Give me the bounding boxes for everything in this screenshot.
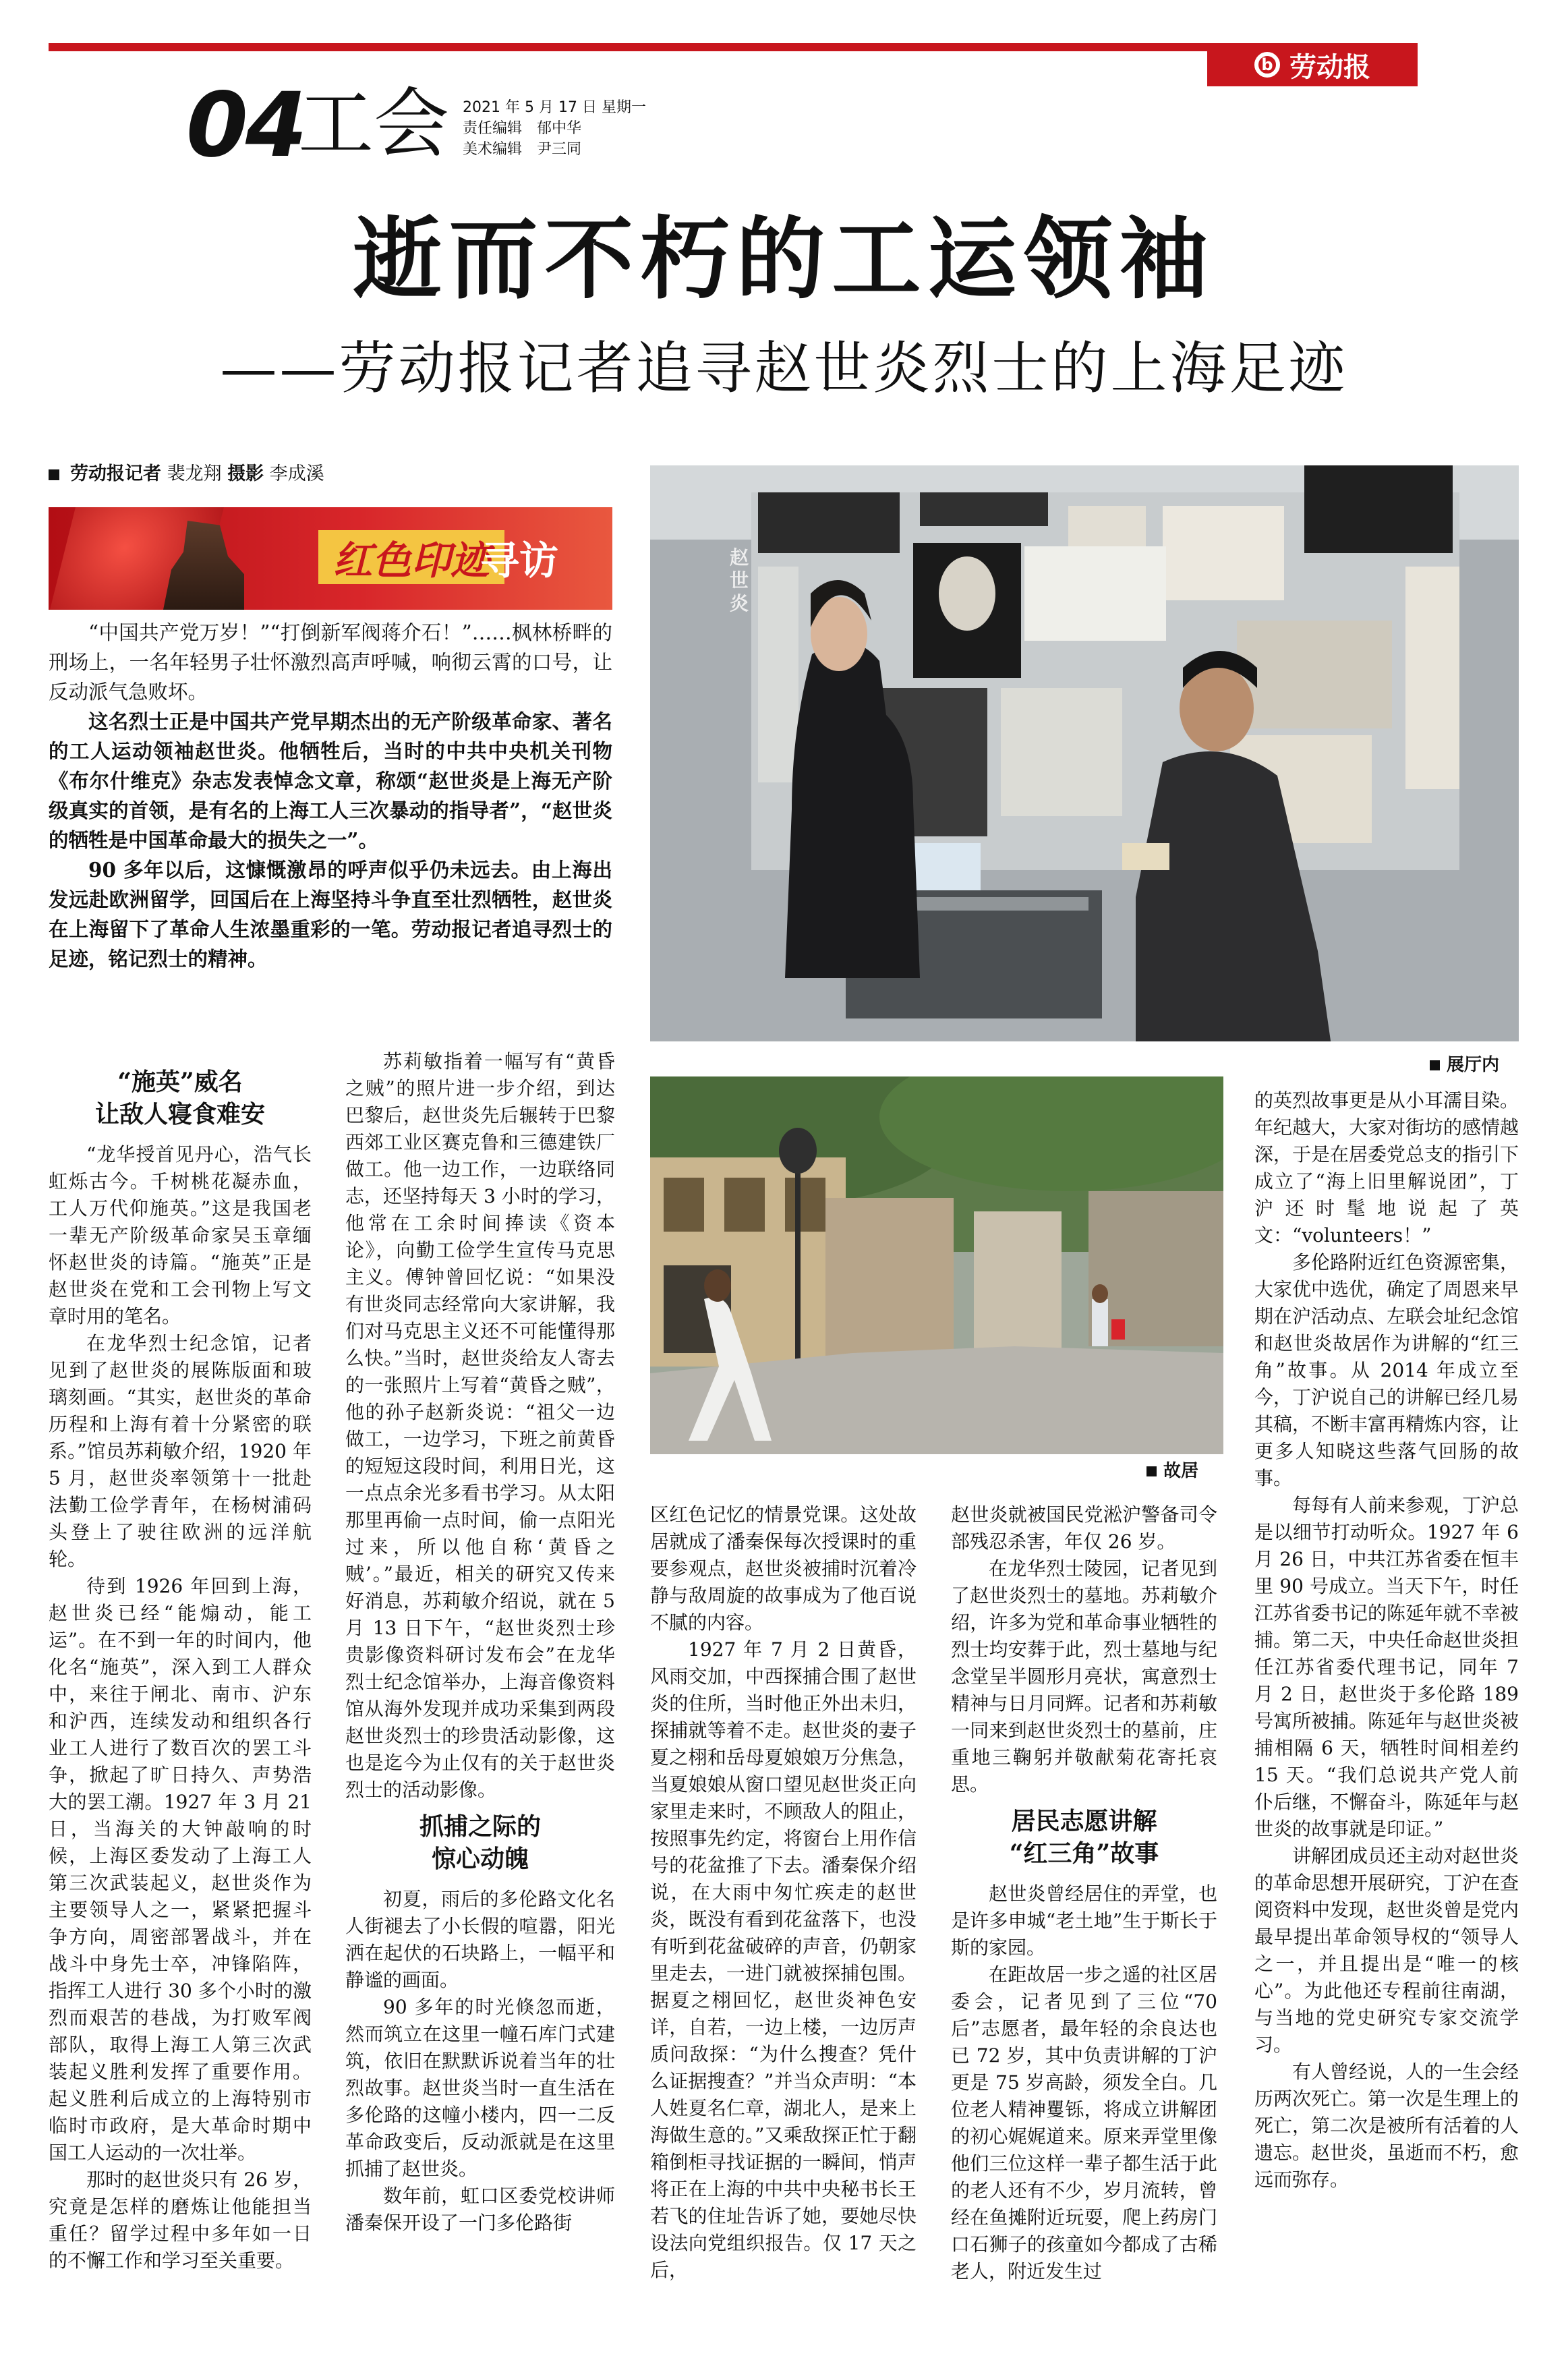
exhibition-hall-photo — [650, 465, 1519, 1041]
section-heading-line: 居民志愿讲解 — [1011, 1807, 1157, 1835]
art-editor-line: 美术编辑 尹三同 — [463, 141, 582, 158]
body-paragraph: 每每有人前来参观，丁沪总是以细节打动听众。1927 年 6 月 26 日，中共江苏省委在恒丰里 90 号成立。当天下午，时任江苏省委书记的陈延年就不幸被捕。第二天，中央任命赵世炎担任江苏省委代理书记，同年 7 月 2 日，赵世炎于多伦路 189 号寓所被捕。陈延年与赵世炎被捕相隔 6 天，牺牲时间相差约 15 天。“我们总说共产党人前仆后继，不懈奋斗，陈延年与赵世炎的故事就是印证。” — [1254, 1494, 1519, 1840]
body-paragraph: 90 多年的时光倏忽而逝，然而筑立在这里一幢石库门式建筑，依旧在默默诉说着当年的壮烈故事。赵世炎当时一直生活在多伦路的这幢小楼内，四一二反革命政变后，反动派就是在这里抓捕了赵世炎。 — [345, 1996, 615, 2180]
body-paragraph: 那时的赵世炎只有 26 岁，究竟是怎样的磨炼让他能担当重任？留学过程中多年如一日的不懈工作和学习至关重要。 — [49, 2168, 312, 2272]
body-paragraph: 苏莉敏指着一幅写有“黄昏之贼”的照片进一步介绍，到达巴黎后，赵世炎先后辗转于巴黎西郊工业区赛克鲁和三德建铁厂做工。他一边工作，一边联络同志，还坚持每天 3 小时的学习，他常在工余时间捧读《资本论》，向勤工俭学生宣传马克思主义。傅钟曾回忆说：“如果没有世炎同志经常向大家讲解，我们对马克思主义还不可能懂得那么快。”当时，赵世炎给友人寄去的一张照片上写着“黄昏之贼”，他的孙子赵新炎说：“祖父一边做工，一边学习，下班之前黄昏的短短这段时间，利用日光，这一点点余光多看书学习。从太阳那里再偷一点时间，偷一点阳光过来，所以他自称‘黄昏之贼’。”最近，相关的研究又传来好消息，苏莉敏介绍说，就在 5 月 13 日下午，“赵世炎烈士珍贵影像资料研讨发布会”在龙华烈士纪念馆举办，上海音像资料馆从海外发现并成功采集到两段赵世炎烈士的珍贵活动影像，这也是迄今为止仅有的关于赵世炎烈士的活动影像。 — [345, 1050, 615, 1801]
photo-label: 摄影 — [227, 463, 264, 484]
banner-suffix: 寻访 — [480, 538, 559, 583]
hall-caption-text: 展厅内 — [1447, 1055, 1500, 1075]
section-heading-line: 让敌人寝食难安 — [94, 1100, 265, 1128]
hall-scene — [650, 465, 1519, 1041]
section-heading-line: 抓捕之际的 — [419, 1812, 541, 1841]
column-1 — [49, 1059, 312, 2274]
column-5 — [1254, 1087, 1519, 2193]
column-4 — [951, 1501, 1217, 2285]
subheadline: ——劳动报记者追寻赵世炎烈士的上海足迹 — [220, 335, 1348, 401]
residence-street-photo — [650, 1076, 1223, 1454]
body-paragraph: 赵世炎就被国民党淞沪警备司令部残忍杀害，年仅 26 岁。 — [951, 1503, 1217, 1553]
body-paragraph: 在距故居一步之遥的社区居委会，记者见到了三位“70 后”志愿者，最年轻的余良达也已 72 岁，其中负责讲解的丁沪更是 75 岁高龄，须发全白。几位老人精神矍铄，将成立讲解团的初心娓娓道来。原来弄堂里像他们三位这样一辈子都生活于此的老人还有不少，岁月流转，曾经在鱼摊附近玩耍，爬上药房门口石狮子的孩童如今都成了古稀老人，附近发生过 — [951, 1963, 1217, 2282]
body-paragraph: 的英烈故事更是从小耳濡目染。年纪越大，大家对街坊的感情越深，于是在居委党总支的指引下成立了“海上旧里解说团”，丁沪还时髦地说起了英文：“volunteers！” — [1254, 1089, 1519, 1246]
body-paragraph: 区红色记忆的情景党课。这处故居就成了潘秦保每次授课时的重要参观点，赵世炎被捕时沉着冷静与敌周旋的故事成为了他百说不腻的内容。 — [650, 1503, 917, 1634]
byline-square-icon — [49, 469, 59, 480]
logo-text: 劳动报 — [1289, 51, 1370, 83]
top-rule — [49, 43, 1218, 51]
caption-square-icon — [1146, 1466, 1157, 1476]
section-name: 工会 — [298, 80, 449, 168]
body-paragraph: 1927 年 7 月 2 日黄昏，风雨交加，中西探捕合围了赵世炎的住所，当时他正外出未归，探捕就等着不走。赵世炎的妻子夏之栩和岳母夏娘娘万分焦急，当夏娘娘从窗口望见赵世炎正向家里走来时，不顾敌人的阻止，按照事先约定，将窗台上用作信号的花盆推了下去。潘秦保介绍说，在大雨中匆忙疾走的赵世炎，既没有看到花盆落下，也没有听到花盆破碎的声音，仍朝家里走去，一进门就被探捕包围。据夏之栩回忆，赵世炎神色安详，自若，一边上楼，一边厉声质问敌探：“为什么搜查？凭什么证据搜查？”并当众声明：“本人姓夏名仁章，湖北人，是来上海做生意的。”又乘敌探正忙于翻箱倒柜寻找证据的一瞬间，悄声将正在上海的中共中央秘书长王若飞的住址告诉了她，要她尽快设法向党组织报告。仅 17 天之后， — [650, 1638, 917, 2281]
column-2 — [345, 1048, 615, 2237]
reporter-label: 劳动报记者 — [70, 463, 161, 484]
body-paragraph: 多伦路附近红色资源密集，大家优中选优，确定了周恩来早期在沪活动点、左联会址纪念馆和赵世炎故居作为讲解的“红三角”故事。从 2014 年成立至今，丁沪说自己的讲解已经几易其稿，不断丰富再精炼内容，让更多人知晓这些落气回肠的故事。 — [1254, 1251, 1519, 1489]
headline: 逝而不朽的工运领袖 — [353, 207, 1215, 312]
newspaper-logo — [1207, 43, 1418, 86]
residence-caption — [1146, 1457, 1198, 1482]
lead-paragraph: 90 多年以后，这慷慨激昂的呼声似乎仍未远去。由上海出发远赴欧洲留学，回国后在上海坚持斗争直至壮烈牺牲，赵世炎在上海留下了革命人生浓墨重彩的一笔。劳动报记者追寻烈士的足迹，铭记烈士的精神。 — [49, 858, 612, 971]
section-heading-line: 惊心动魄 — [431, 1845, 529, 1873]
lead-paragraph: “中国共产党万岁！”“打倒新军阀蒋介石！”……枫林桥畔的刑场上，一名年轻男子壮怀激烈高声呼喊，响彻云霄的口号，让反动派气急败坏。 — [49, 621, 612, 703]
section-heading-line: “施英”威名 — [117, 1068, 243, 1096]
lead-paragraph: 这名烈士正是中国共产党早期杰出的无产阶级革命家、著名的工人运动领袖赵世炎。他牺牲后，当时的中共中央机关刊物《布尔什维克》杂志发表悼念文章，称颂“赵世炎是上海无产阶级真实的首领，是有名的上海工人三次暴动的指导者”，“赵世炎的牺牲是中国革命最大的损失之一”。 — [49, 710, 612, 852]
hall-caption — [1430, 1051, 1499, 1076]
byline — [49, 459, 324, 485]
caption-square-icon — [1430, 1060, 1440, 1070]
street-scene — [650, 1076, 1223, 1454]
editor-line: 责任编辑 郁中华 — [463, 120, 582, 137]
body-paragraph: 待到 1926 年回到上海，赵世炎已经“能煽动，能工运”。在不到一年的时间内，他化名“施英”，深入到工人群众中，来往于闸北、南市、沪东和沪西，连续发动和组织各行业工人进行了数百次的罢工斗争，掀起了旷日持久、声势浩大的罢工潮。1927 年 3 月 21 日，当海关的大钟敲响的时候，上海区委发动了上海工人第三次武装起义，赵世炎作为主要领导人之一，紧紧把握斗争方向，周密部署战斗，并在战斗中身先士卒，冲锋陷阵，指挥工人进行 30 多个小时的激烈而艰苦的巷战，为打败军阀部队，取得上海工人第三次武装起义胜利发挥了重要作用。起义胜利后成立的上海特别市临时市政府，是大革命时期中国工人运动的一次壮举。 — [49, 1575, 312, 2164]
lead-paragraphs — [49, 618, 612, 974]
body-paragraph: 有人曾经说，人的一生会经历两次死亡。第一次是生理上的死亡，第二次是被所有活着的人遗忘。赵世炎，虽逝而不朽，愈远而弥存。 — [1254, 2061, 1519, 2191]
column-3 — [650, 1501, 917, 2284]
reporter-name: 裴龙翔 — [167, 463, 222, 484]
logo-mark-icon: b — [1254, 52, 1280, 78]
body-paragraph: 讲解团成员还主动对赵世炎的革命思想开展研究，丁沪在查阅资料中发现，赵世炎曾是党内最早提出革命领导权的“领导人之一，并且提出是“唯一的核心”。为此他还专程前往南湖，与当地的党史研究专家交流学习。 — [1254, 1845, 1519, 2056]
body-paragraph: 在龙华烈士陵园，记者见到了赵世炎烈士的墓地。苏莉敏介绍，许多为党和革命事业牺牲的烈士均安葬于此，烈士墓地与纪念堂呈半圆形月亮状，寓意烈士精神与日月同辉。记者和苏莉敏一同来到赵世炎烈士的墓前，庄重地三鞠躬并敬献菊花寄托哀思。 — [951, 1557, 1217, 1795]
banner-title: 红色印迹 — [318, 530, 504, 584]
residence-caption-text: 故居 — [1163, 1461, 1199, 1481]
column-banner — [49, 507, 612, 610]
date-line: 2021 年 5 月 17 日 星期一 — [463, 99, 646, 116]
body-paragraph: 在龙华烈士纪念馆，记者见到了赵世炎的展陈版面和玻璃刻画。“其实，赵世炎的革命历程和上海有着十分紧密的联系。”馆员苏莉敏介绍，1920 年 5 月，赵世炎率领第十一批赴法勤工俭学青年，在杨树浦码头登上了驶往欧洲的远洋航轮。 — [49, 1332, 312, 1570]
body-paragraph: 初夏，雨后的多伦路文化名人街褪去了小长假的喧嚣，阳光洒在起伏的石块路上，一幅平和静谧的画面。 — [345, 1888, 615, 1991]
photographer-name: 李成溪 — [269, 463, 324, 484]
section-heading-line: “红三角”故事 — [1009, 1839, 1159, 1868]
body-paragraph: 数年前，虹口区委党校讲师潘秦保开设了一门多伦路街 — [345, 2185, 615, 2234]
section-heading-2 — [345, 1810, 615, 1875]
exhibit-name-vertical: 赵世炎 — [729, 546, 749, 614]
section-heading-1 — [49, 1066, 312, 1130]
section-heading-3 — [951, 1805, 1217, 1870]
page-number: 04 — [186, 74, 305, 177]
body-paragraph: 赵世炎曾经居住的弄堂，也是许多申城“老土地”生于斯长于斯的家园。 — [951, 1883, 1217, 1959]
body-paragraph: “龙华授首见丹心，浩气长虹烁古今。千树桃花凝赤血，工人万代仰施英。”这是我国老一辈无产阶级革命家吴玉章缅怀赵世炎的诗篇。“施英”正是赵世炎在党和工会刊物上写文章时用的笔名。 — [49, 1143, 312, 1327]
page-meta — [463, 97, 646, 160]
